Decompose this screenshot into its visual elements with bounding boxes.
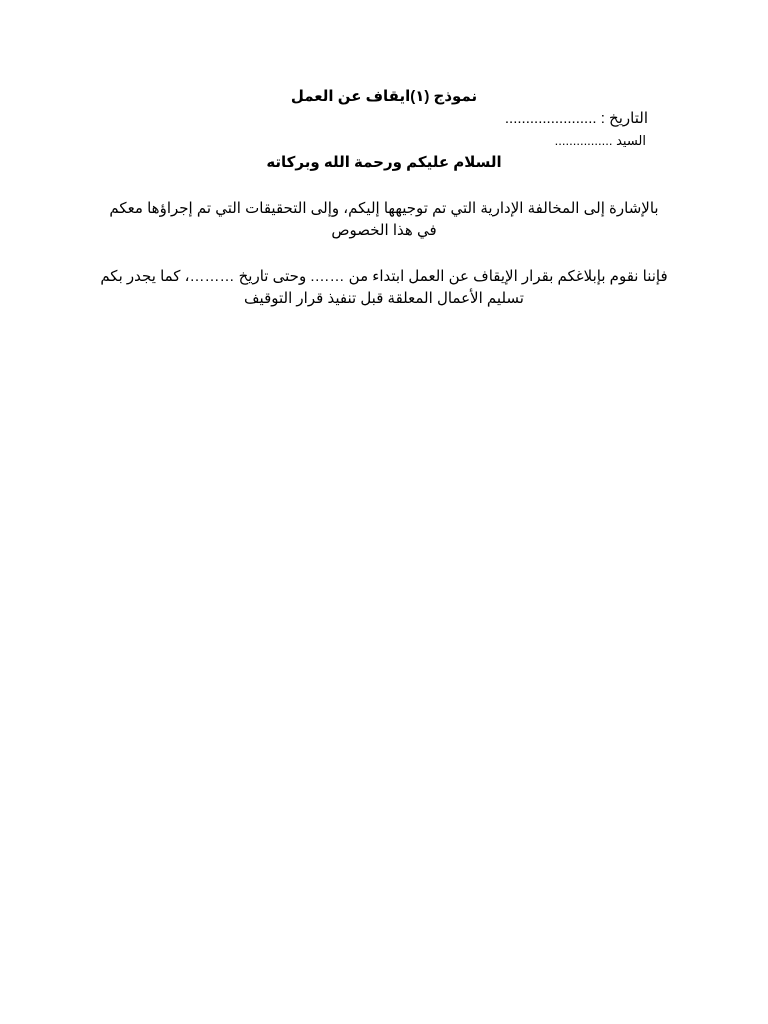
greeting: السلام عليكم ورحمة الله وبركاته	[266, 154, 502, 171]
paragraph-reference: بالإشارة إلى المخالفة الإدارية التي تم توجيهها إليكم، وإلى التحقيقات التي تم إجراؤها معكم في هذا الخصوص	[109, 200, 659, 239]
addressee-line: السيد ................	[554, 133, 646, 148]
paragraph-decision: فإننا نقوم بإبلاغكم بقرار الإيقاف عن العمل ابتداء من ……. وحتى تاريخ ………، كما يجدر بكم تسليم الأعمال المعلقة قبل تنفيذ قرار التوقيف	[100, 268, 668, 307]
date-line: التاريخ : ......................	[504, 110, 648, 127]
document-title: نموذج (١)ايقاف عن العمل	[290, 88, 478, 105]
